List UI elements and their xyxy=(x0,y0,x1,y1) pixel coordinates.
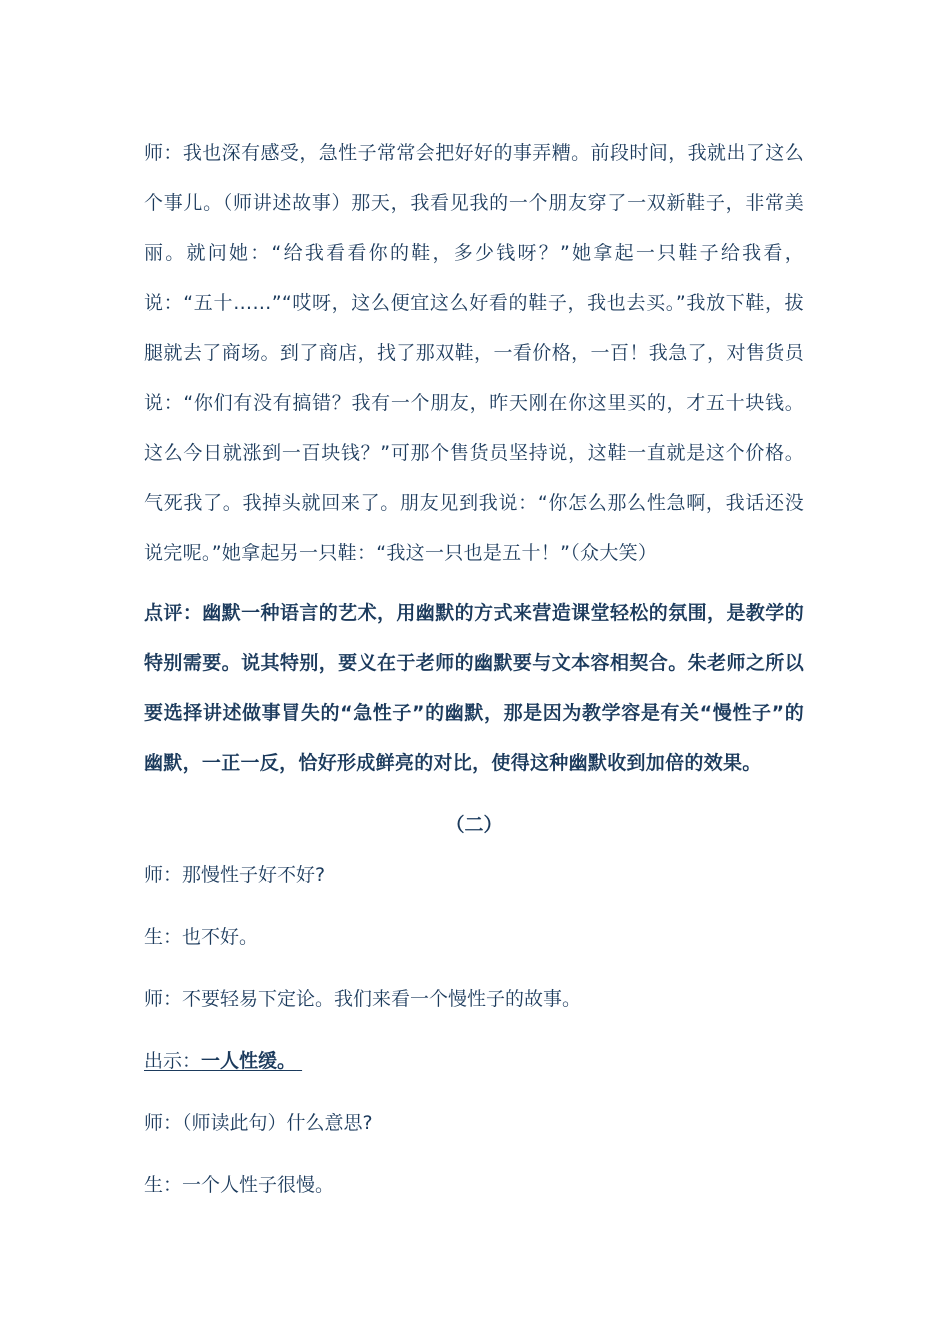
show-underline xyxy=(144,1050,302,1072)
dialogue-line: 师：那慢性子好不好? xyxy=(144,864,326,886)
dialogue-line: 师：不要轻易下定论。我们来看一个慢性子的故事。 xyxy=(144,988,582,1010)
dialogue-line: 生：也不好。 xyxy=(144,926,259,948)
show-text: 一人性缓。 xyxy=(201,1050,297,1072)
story-paragraph: 师：我也深有感受，急性子常常会把好好的事弄糟。前段时间，我就出了这么个事儿。（师讲述故事）那天，我看见我的一个朋友穿了一双新鞋子，非常美丽。就问她：“给我看看你的鞋，多少钱呀？”她拿起一只鞋子给我看，说：“五十……”“哎呀，这么便宜这么好看的鞋子，我也去买。”我放下鞋，拔腿就去了商场。到了商店，找了那双鞋，一看价格，一百！我急了，对售货员说：“你们有没有搞错？我有一个朋友，昨天刚在你这里买的，才五十块钱。这么今日就涨到一百块钱？”可那个售货员坚持说，这鞋一直就是这个价格。气死我了。我掉头就回来了。朋友见到我说：“你怎么那么性急啊，我话还没说完呢。”她拿起另一只鞋：“我这一只也是五十！”（众大笑） xyxy=(144,142,804,564)
document-page xyxy=(144,128,804,1234)
show-prefix: 出示： xyxy=(144,1050,202,1072)
comment-paragraph: 点评：幽默一种语言的艺术，用幽默的方式来营造课堂轻松的氛围，是教学的特别需要。说其特别，要义在于老师的幽默要与文本容相契合。朱老师之所以要选择讲述做事冒失的“急性子”的幽默，那是因为教学容是有关“慢性子”的幽默，一正一反，恰好形成鲜亮的对比，使得这种幽默收到加倍的效果。 xyxy=(144,602,804,774)
dialogue-line: 师：（师读此句）什么意思? xyxy=(144,1112,373,1134)
show-line xyxy=(144,1048,804,1110)
dialogue-line: 生：一个人性子很慢。 xyxy=(144,1174,335,1196)
section-heading: （二） xyxy=(445,814,503,836)
